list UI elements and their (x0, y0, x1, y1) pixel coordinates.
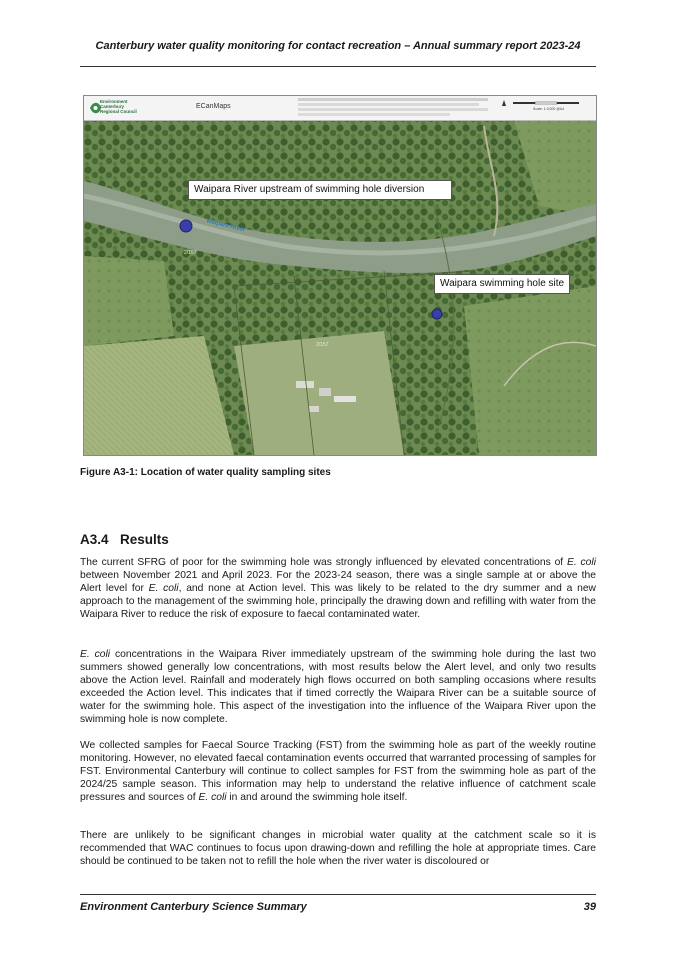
section-heading (80, 532, 169, 547)
site-map (83, 95, 597, 456)
page-number: 39 (583, 901, 596, 913)
north-arrow-and-scalebar (499, 99, 591, 107)
callout-upstream-site: Waipara River upstream of swimming hole diversion (188, 180, 452, 200)
map-logo-text: Environment Canterbury Regional Council (100, 99, 137, 114)
page-footer (80, 901, 596, 913)
paragraph-4: There are unlikely to be significant changes in microbial water quality at the catchment scale so it is recommended that WAC continues to focus upon drawing-down and refilling the hole at appropriate times. Care should be continued to be taken not to refill the hole when the river water is discoloured or (80, 830, 596, 867)
map-disclaimer (298, 98, 488, 116)
callout-swimming-hole-site: Waipara swimming hole site (434, 274, 570, 294)
map-title-bar (84, 96, 596, 121)
map-app-name: ECanMaps (196, 103, 231, 110)
swimming-hole-site-marker (432, 309, 442, 319)
running-header: Canterbury water quality monitoring for contact recreation – Annual summary report 2023-24 (95, 40, 581, 52)
river-label: Waipara River (205, 218, 246, 234)
figure-caption: Figure A3-1: Location of water quality sampling sites (80, 467, 331, 478)
map-scale-text: Scale: 1:3,000 @A4 (533, 107, 565, 111)
section-title: Results (120, 532, 169, 547)
map-scale-block (499, 99, 591, 117)
footer-title: Environment Canterbury Science Summary (80, 901, 307, 913)
paragraph-2: E. coli concentrations in the Waipara River immediately upstream of the swimming hole during the last two summers showed generally low concentrations, with most results below the Alert level, and only two results above the Action level. Rainfall and moderately high flows occurred on both sampling occasions where results exceeded the Action level. This indicates that if timed correctly the Waipara River can be a suitable source of water for the swimming hole. This aspect of the investigation into the influence of the Waipara River upon the swimming hole is now complete. (80, 649, 596, 725)
paragraph-3: We collected samples for Faecal Source Tracking (FST) from the swimming hole as part of the weekly routine monitoring. However, no elevated faecal contamination events occurred that warranted processing of samples for FST. Environmental Canterbury will continue to collect samples for FST from the swimming hole as part of the 2024/25 sample season. This information may help to understand the relative influence of catchment scale pressures and sources of E. coli in and around the swimming hole itself. (80, 740, 596, 803)
paragraph-1: The current SFRG of poor for the swimming hole was strongly influenced by elevated concentrations of E. coli between November 2021 and April 2023. For the 2023-24 season, there was a single sample at or above the Alert level for E. coli, and none at Action level. This was likely to be related to the dry summer and a new approach to the management of the swimming hole, principally the drawing down and refilling with water from the Waipara River to reduce the risk of exposure to faecal contaminated water. (80, 557, 596, 620)
road-label-1: 2/157 (184, 250, 197, 256)
footer-rule (80, 894, 596, 895)
header-rule (80, 66, 596, 67)
road-label-2: 2/157 (316, 342, 329, 348)
section-number: A3.4 (80, 532, 109, 547)
upstream-site-marker (180, 220, 192, 232)
